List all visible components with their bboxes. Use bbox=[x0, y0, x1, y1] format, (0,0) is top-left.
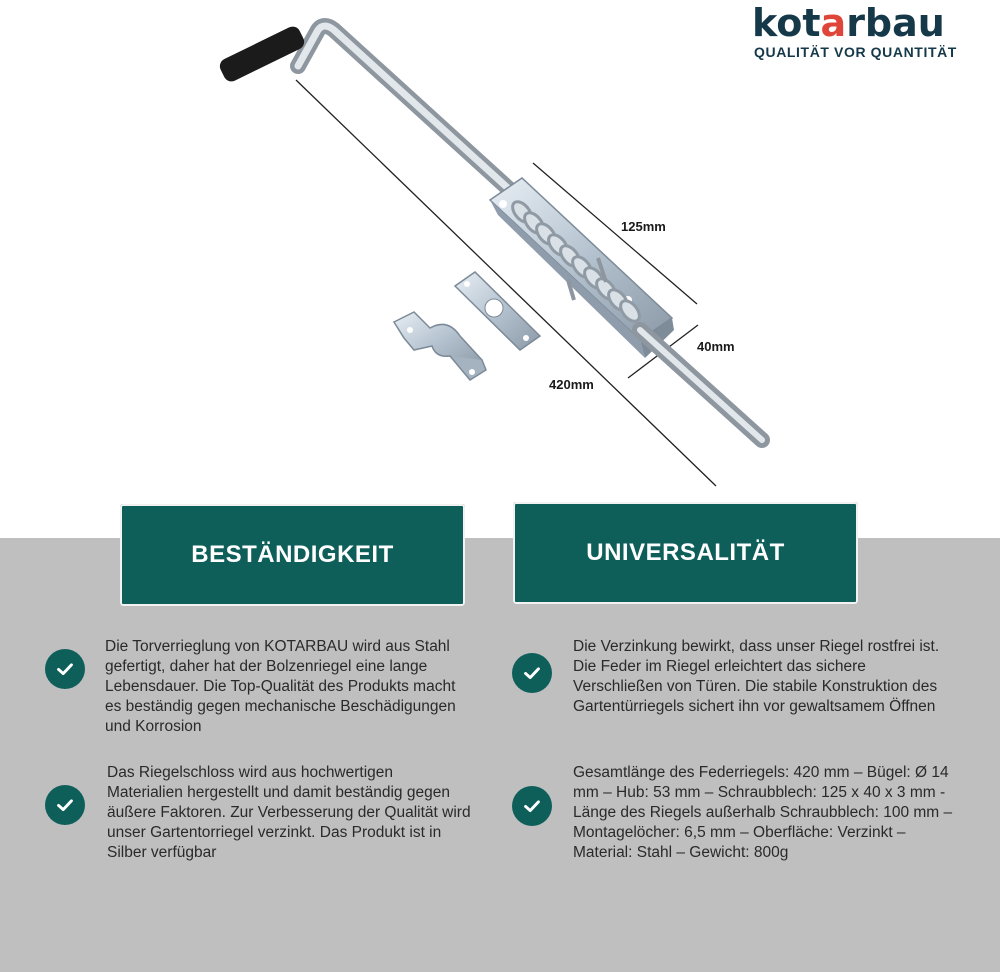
check-circle-icon bbox=[45, 785, 85, 825]
check-circle-icon bbox=[45, 649, 85, 689]
check-circle-icon bbox=[512, 786, 552, 826]
feature-text-universality-1: Die Verzinkung bewirkt, dass unser Riegel rostfrei ist. Die Feder im Riegel erleichtert das sichere Verschließen von Türen. Die stabile Konstruktion des Gartentürriegels sichert ihn vor gewaltsamem Öffnen bbox=[573, 638, 940, 715]
section-panel-durability bbox=[120, 504, 465, 606]
feature-text-specifications: Gesamtlänge des Federriegels: 420 mm – Bügel: Ø 14 mm – Hub: 53 mm – Schraubblech: 125 x 40 x 3 mm - Länge des Riegels außerhalb Schraubblech: 100 mm – Montagelöcher: 6,5 mm – Oberfläche: Verzinkt – Material: Stahl – Gewicht: 800g bbox=[573, 764, 953, 861]
feature-text-durability-2: Das Riegelschloss wird aus hochwertigen Materialien hergestellt und damit beständig gegen äußere Faktoren. Zur Verbesserung der Qualität wird unser Gartentorriegel verzinkt. Das Produkt ist in Silber verfügbar bbox=[107, 764, 471, 861]
section-panel-universality bbox=[513, 502, 858, 604]
check-circle-icon bbox=[512, 653, 552, 693]
section-title: BESTÄNDIGKEIT bbox=[191, 541, 394, 568]
dimension-spring-length: 125mm bbox=[621, 219, 666, 234]
dimension-total-length: 420mm bbox=[549, 377, 594, 392]
dimension-plate-height: 40mm bbox=[697, 339, 735, 354]
feature-text-durability-1: Die Torverrieglung von KOTARBAU wird aus Stahl gefertigt, daher hat der Bolzenriegel eine lange Lebensdauer. Die Top-Qualität des Produkts macht es beständig gegen mechanische Beschädigungen und Korrosion bbox=[105, 638, 456, 735]
brand-tagline: QUALITÄT VOR QUANTITÄT bbox=[754, 44, 957, 60]
brand-name: kotarbau bbox=[752, 1, 945, 45]
section-title: UNIVERSALITÄT bbox=[586, 539, 785, 566]
